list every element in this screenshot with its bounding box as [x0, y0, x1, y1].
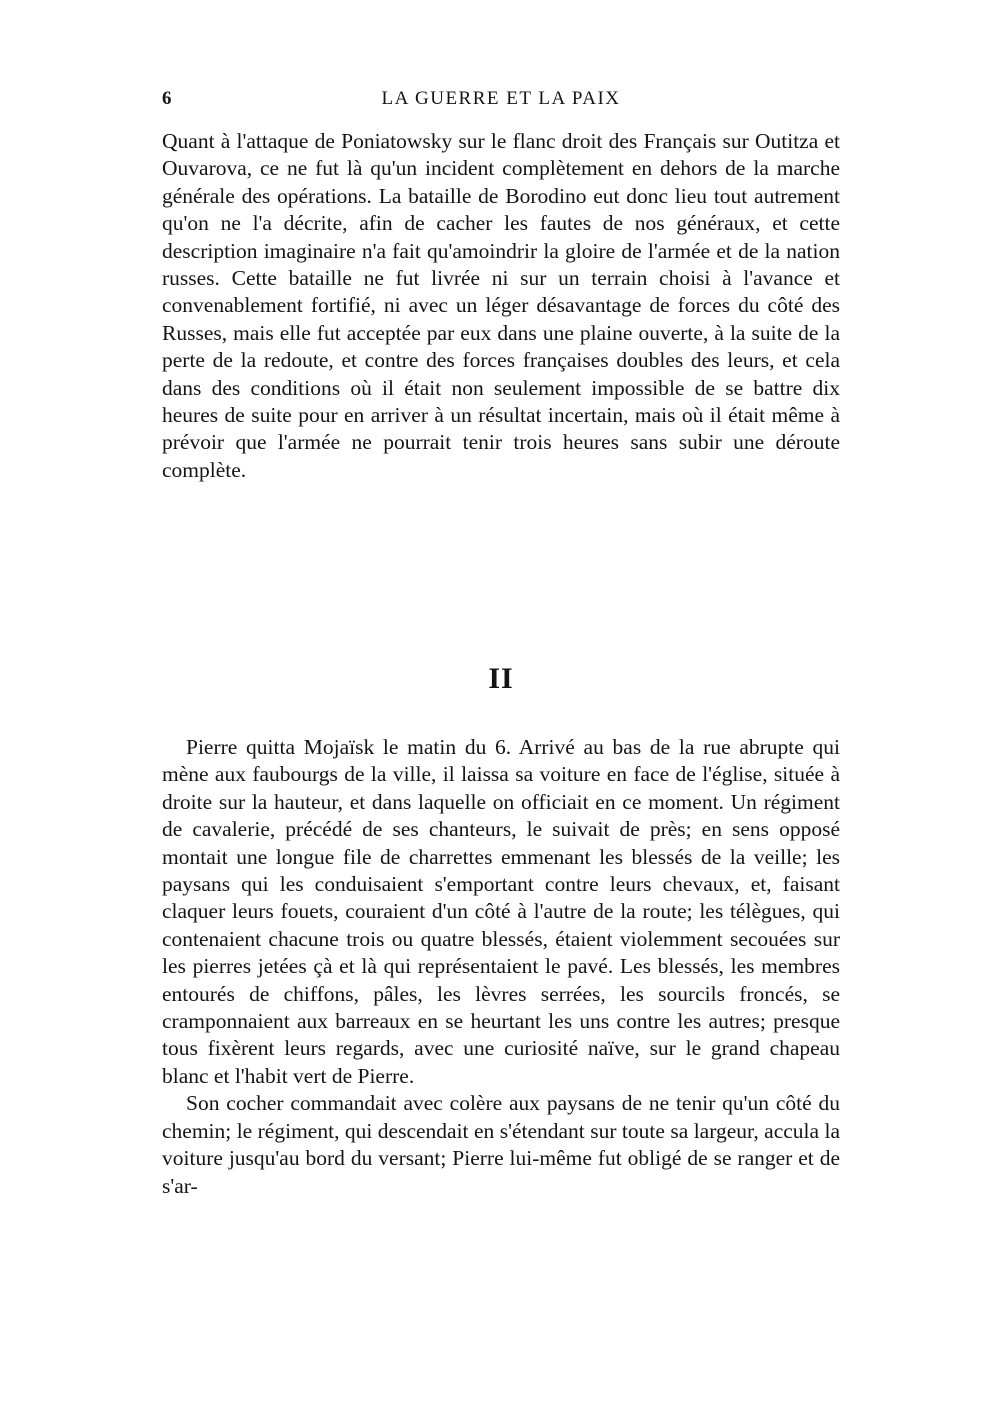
chapter-paragraph-2: Son cocher commandait avec colère aux paysans de ne tenir qu'un côté du chemin; le régiment, qui descendait en s'étendant sur toute sa largeur, accula la voiture jusqu'au bord du versant; Pierre lui-même fut obligé de se ranger et de s'ar- — [162, 1091, 840, 1198]
running-title: LA GUERRE ET LA PAIX — [381, 88, 621, 109]
continuation-text-block — [162, 128, 840, 484]
continuation-paragraph: Quant à l'attaque de Poniatowsky sur le flanc droit des Français sur Outitza et Ouvarova, ce ne fut là qu'un incident complètement en dehors de la marche générale des opérations. La bataille de Borodino eut donc lieu tout autrement qu'on ne l'a décrite, afin de cacher les fautes de nos généraux, et cette description imaginaire n'a fait qu'amoindrir la gloire de l'armée et de la nation russes. Cette bataille ne fut livrée ni sur un terrain choisi à l'avance et convenablement fortifié, ni avec un léger désavantage de forces du côté des Russes, mais elle fut acceptée par eux dans une plaine ouverte, à la suite de la perte de la redoute, et contre des forces françaises doubles des leurs, et cela dans des conditions où il était non seulement impossible de se battre dix heures de suite pour en arriver à un résultat incertain, mais où il était même à prévoir que l'armée ne pourrait tenir trois heures sans subir une déroute complète. — [162, 129, 840, 482]
page-number: 6 — [162, 88, 173, 109]
running-header — [162, 88, 840, 114]
chapter-text-block — [162, 734, 840, 1200]
chapter-paragraph-1: Pierre quitta Mojaïsk le matin du 6. Arrivé au bas de la rue abrupte qui mène aux faubourgs de la ville, il laissa sa voiture en face de l'église, située à droite sur la hauteur, et dans laquelle on officiait en ce moment. Un régiment de cavalerie, précédé de ses chanteurs, le suivait de près; en sens opposé montait une longue file de charrettes emmenant les blessés de la veille; les paysans qui les conduisaient s'emportant contre leurs chevaux, et, faisant claquer leurs fouets, couraient d'un côté à l'autre de la route; les télègues, qui contenaient chacune trois ou quatre blessés, étaient violemment secouées sur les pierres jetées çà et là qui représentaient le pavé. Les blessés, les membres entourés de chiffons, pâles, les lèvres serrées, les sourcils froncés, se cramponnaient aux barreaux en se heurtant les uns contre les autres; presque tous fixèrent leurs regards, avec une curiosité naïve, sur le grand chapeau blanc et l'habit vert de Pierre. — [162, 735, 840, 1088]
chapter-heading: II — [488, 662, 514, 695]
